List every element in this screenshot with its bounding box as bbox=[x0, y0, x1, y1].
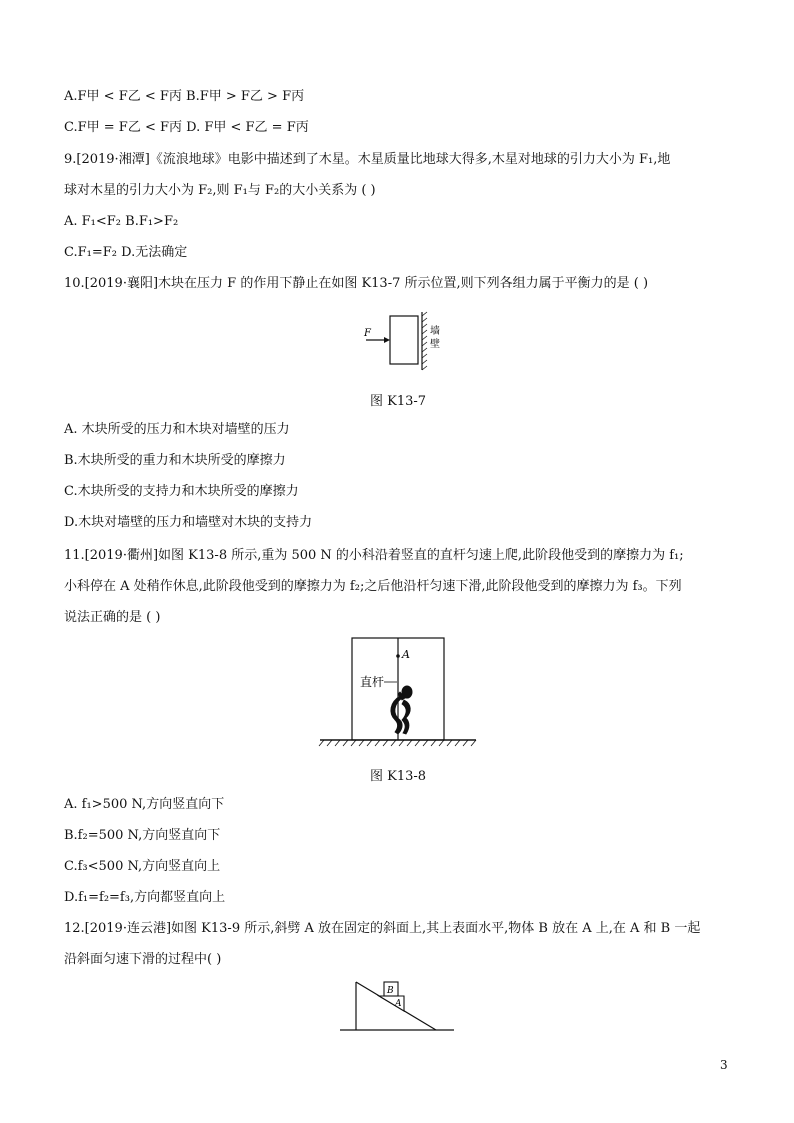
q8-options-line-1: A.F甲 < F乙 < F丙 B.F甲 > F乙 > F丙 bbox=[64, 89, 305, 104]
q11-option-a: A. f₁>500 N,方向竖直向下 bbox=[64, 797, 225, 812]
figure-k13-8-climbing-pole bbox=[318, 634, 478, 749]
wood-block bbox=[390, 316, 418, 364]
page-number: 3 bbox=[720, 1058, 728, 1072]
q11-stem-line-1: 11.[2019·衢州]如图 K13-8 所示,重为 500 N 的小科沿着竖直的直杆匀速上爬,此阶段他受到的摩擦力为 f₁; bbox=[64, 548, 684, 563]
q11-stem-line-3: 说法正确的是 ( ) bbox=[64, 610, 161, 625]
q9-options-line-2: C.F₁=F₂ D.无法确定 bbox=[64, 245, 188, 260]
q12-stem-line-2: 沿斜面匀速下滑的过程中( ) bbox=[64, 952, 222, 967]
figure-k13-7-caption: 图 K13-7 bbox=[370, 394, 427, 409]
q11-stem-line-2: 小科停在 A 处稍作休息,此阶段他受到的摩擦力为 f₂;之后他沿杆匀速下滑,此阶段他受到的摩擦力为 f₃。下列 bbox=[64, 579, 682, 594]
q10-option-c: C.木块所受的支持力和木块所受的摩擦力 bbox=[64, 484, 299, 499]
figure-k13-7-wood-block bbox=[360, 310, 450, 372]
q10-option-b: B.木块所受的重力和木块所受的摩擦力 bbox=[64, 453, 286, 468]
force-label: F bbox=[364, 328, 371, 339]
wall-hatching bbox=[422, 312, 427, 370]
figure-k13-8-caption: 图 K13-8 bbox=[370, 769, 427, 784]
force-arrowhead bbox=[384, 337, 390, 343]
pole-label: 直杆 bbox=[360, 675, 385, 689]
q12-stem-line-1: 12.[2019·连云港]如图 K13-9 所示,斜劈 A 放在固定的斜面上,其上表面水平,物体 B 放在 A 上,在 A 和 B 一起 bbox=[64, 921, 701, 936]
figure-k13-9-incline bbox=[338, 976, 458, 1034]
q8-options-line-2: C.F甲 = F乙 < F丙 D. F甲 < F乙 = F丙 bbox=[64, 120, 309, 135]
wall-label-1: 墙 bbox=[430, 326, 440, 337]
label-b: B bbox=[387, 986, 394, 996]
q10-option-a: A. 木块所受的压力和木块对墙壁的压力 bbox=[64, 422, 290, 437]
label-a: A bbox=[395, 999, 402, 1009]
climber-figure bbox=[391, 686, 412, 734]
q11-option-c: C.f₃<500 N,方向竖直向上 bbox=[64, 859, 221, 874]
wall-label-2: 壁 bbox=[430, 339, 440, 350]
point-a-label: A bbox=[402, 648, 410, 661]
ground-hatching bbox=[319, 740, 476, 746]
q11-option-d: D.f₁=f₂=f₃,方向都竖直向上 bbox=[64, 890, 226, 905]
point-a-marker bbox=[396, 654, 400, 658]
q9-stem-line-1: 9.[2019·湘潭]《流浪地球》电影中描述到了木星。木星质量比地球大得多,木星对地球的引力大小为 F₁,地 bbox=[64, 152, 671, 167]
q9-options-line-1: A. F₁<F₂ B.F₁>F₂ bbox=[64, 214, 179, 229]
q10-option-d: D.木块对墙壁的压力和墙壁对木块的支持力 bbox=[64, 515, 313, 530]
q9-stem-line-2: 球对木星的引力大小为 F₂,则 F₁与 F₂的大小关系为 ( ) bbox=[64, 183, 376, 198]
q10-stem: 10.[2019·襄阳]木块在压力 F 的作用下静止在如图 K13-7 所示位置,则下列各组力属于平衡力的是 ( ) bbox=[64, 276, 649, 291]
q11-option-b: B.f₂=500 N,方向竖直向下 bbox=[64, 828, 221, 843]
